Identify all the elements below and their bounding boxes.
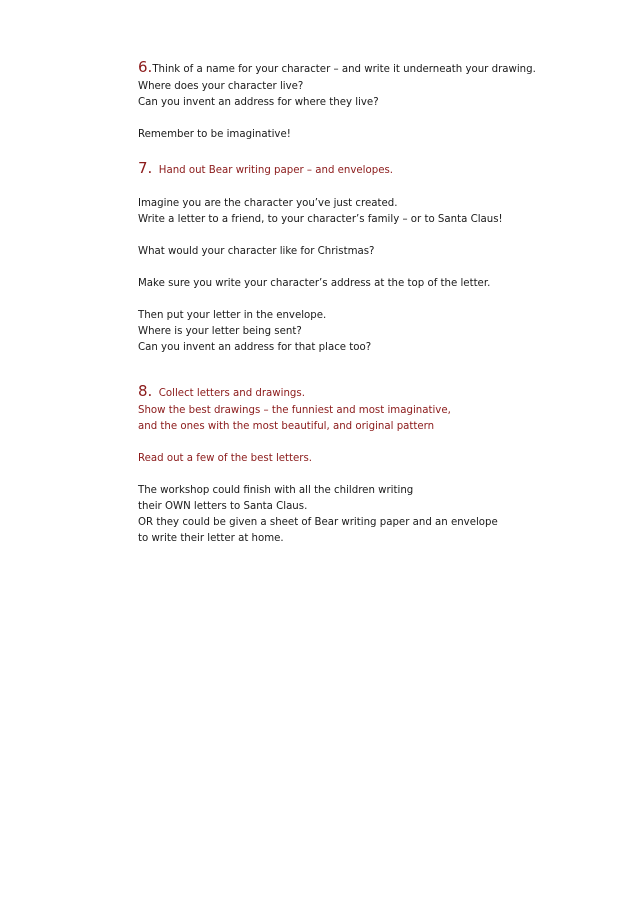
section-8-closing-line: to write their letter at home. [138, 533, 284, 544]
section-8-closing-line: The workshop could finish with all the children writing [138, 485, 414, 496]
section-7-paragraph-line: Imagine you are the character you’ve just created. [138, 198, 398, 209]
section-7-heading [138, 159, 608, 180]
section-8-heading [138, 382, 608, 403]
section-7-paragraph-line: Can you invent an address for that place too? [138, 342, 372, 353]
section-7-paragraph-line: Write a letter to a friend, to your character’s family – or to Santa Claus! [138, 214, 503, 225]
section-7-address-note: Make sure you write your character’s address at the top of the letter. [138, 278, 491, 289]
section-8-red-line: Show the best drawings – the funniest and most imaginative, [138, 405, 451, 416]
section-8-heading-text: Collect letters and drawings. [158, 388, 305, 399]
section-7-question: What would your character like for Christmas? [138, 246, 375, 257]
section-8-closing-line: OR they could be given a sheet of Bear writing paper and an envelope [138, 517, 498, 528]
section-6-number: 6. [138, 58, 153, 76]
section-8-number: 8. [138, 382, 153, 400]
section-8-red-line: and the ones with the most beautiful, and original pattern [138, 421, 435, 432]
section-6-reminder: Remember to be imaginative! [138, 129, 291, 140]
section-6-heading [138, 58, 608, 79]
section-8-read-out: Read out a few of the best letters. [138, 453, 313, 464]
section-7-number: 7. [138, 159, 153, 177]
section-8-closing-line: their OWN letters to Santa Claus. [138, 501, 308, 512]
section-6-line: Where does your character live? [138, 81, 304, 92]
section-7-paragraph-line: Then put your letter in the envelope. [138, 310, 327, 321]
section-7-paragraph-line: Where is your letter being sent? [138, 326, 302, 337]
section-6-line: Can you invent an address for where they live? [138, 97, 379, 108]
section-7-heading-text: Hand out Bear writing paper – and envelopes. [158, 165, 394, 176]
document-page [138, 58, 608, 547]
section-6-heading-text: Think of a name for your character – and write it underneath your drawing. [152, 64, 536, 75]
